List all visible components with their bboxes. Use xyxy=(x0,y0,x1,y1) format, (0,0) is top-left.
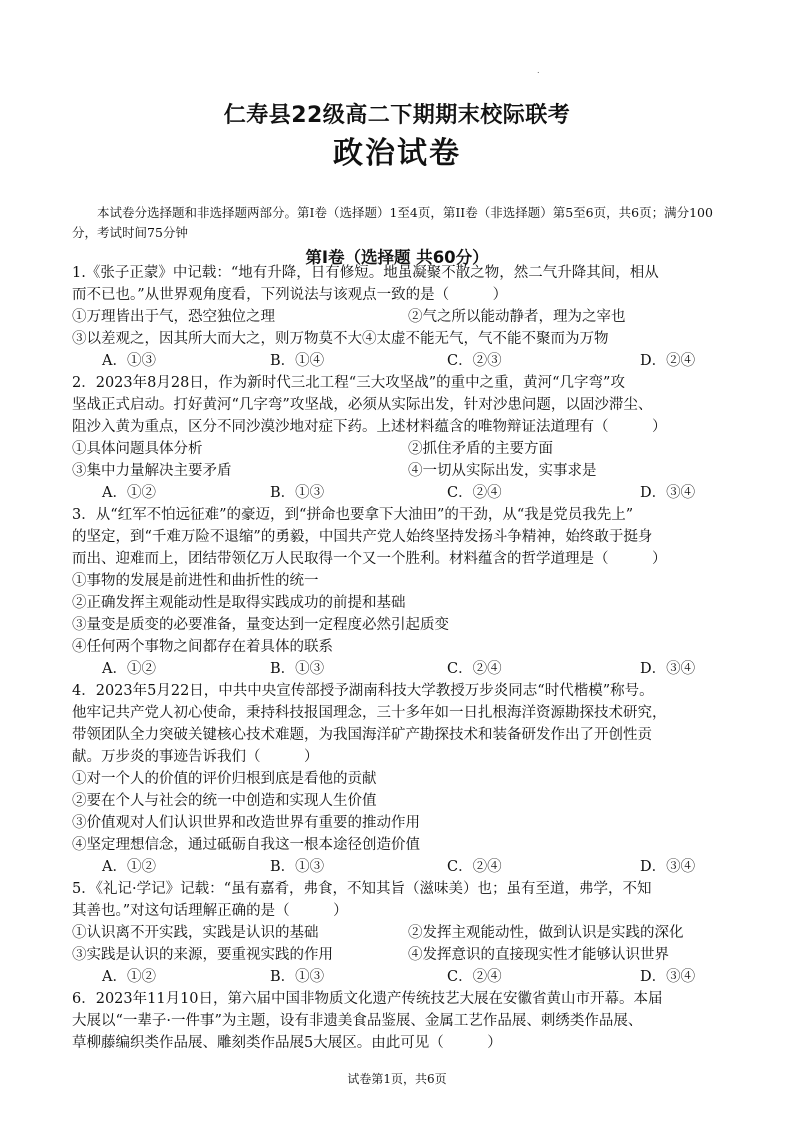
question-4 xyxy=(72,680,728,878)
answer-options xyxy=(72,658,728,680)
statement: ②气之所以能动静者，理为之宰也 xyxy=(408,309,626,325)
answer-options xyxy=(72,856,728,878)
statement: ③价值观对人们认识世界和改造世界有重要的推动作用 xyxy=(72,815,420,831)
answer-option-b[interactable]: B．①④ xyxy=(270,353,325,369)
answer-option-d[interactable]: D．③④ xyxy=(640,859,696,875)
question-stem-line: 5．《礼记·学记》记载：“虽有嘉肴，弗食，不知其旨（滋味美）也；虽有至道，弗学，不知 xyxy=(72,881,652,897)
answer-options xyxy=(72,482,728,504)
question-6 xyxy=(72,988,728,1054)
question-stem-line: 而出、迎难而上，团结带领亿万人民取得一个又一个胜利。材料蕴含的哲学道理是（ ） xyxy=(72,551,667,567)
answer-option-a[interactable]: A．①② xyxy=(102,859,156,875)
answer-option-a[interactable]: A．①② xyxy=(102,485,156,501)
section-title: 第I卷（选择题 共60分） xyxy=(305,248,489,267)
answer-option-d[interactable]: D．③④ xyxy=(640,661,696,677)
question-stem-line: 他牢记共产党人初心使命，秉持科技报国理念，三十多年如一日扎根海洋资源勘探技术研究， xyxy=(72,705,667,721)
answer-options xyxy=(72,350,728,372)
corner-mark: . xyxy=(537,66,540,75)
question-stem-line: 而不已也。”从世界观角度看，下列说法与该观点一致的是（ ） xyxy=(72,287,508,303)
statement: ②抓住矛盾的主要方面 xyxy=(408,441,553,457)
statement-row xyxy=(72,460,728,482)
statement: ③实践是认识的来源，要重视实践的作用 xyxy=(72,947,333,963)
answer-option-b[interactable]: B．①③ xyxy=(270,485,325,501)
statement: ③量变是质变的必要准备，量变达到一定程度必然引起质变 xyxy=(72,617,449,633)
answer-option-d[interactable]: D．③④ xyxy=(640,969,696,985)
answer-option-c[interactable]: C．②④ xyxy=(447,485,502,501)
statement-row xyxy=(72,614,728,636)
answer-options xyxy=(72,966,728,988)
statement-row xyxy=(72,306,728,328)
statement: ④一切从实际出发，实事求是 xyxy=(408,463,597,479)
question-stem-line: 带领团队全力突破关键核心技术难题，为我国海洋矿产勘探技术和装备研发作出了开创性贡 xyxy=(72,727,652,743)
question-stem-line: 6．2023年11月10日，第六届中国非物质文化遗产传统技艺大展在安徽省黄山市开幕。本届 xyxy=(72,991,663,1007)
answer-option-b[interactable]: B．①③ xyxy=(270,661,325,677)
statement-row xyxy=(72,768,728,790)
statement-row xyxy=(72,944,728,966)
answer-option-d[interactable]: D．②④ xyxy=(640,353,696,369)
question-stem-line: 1.《张子正蒙》中记载：“地有升降，日有修短。地虽凝聚不散之物，然二气升降其间，相从 xyxy=(72,265,659,281)
question-stem-line: 阻沙入黄为重点，区分不同沙漠沙地对症下药。上述材料蕴含的唯物辩证法道理有（ ） xyxy=(72,419,667,435)
statement: ③以差观之，因其所大而大之，则万物莫不大④太虚不能无气，气不能不聚而为万物 xyxy=(72,331,609,347)
exam-title: 仁寿县22级高二下期期末校际联考 xyxy=(223,103,571,128)
answer-option-a[interactable]: A．①② xyxy=(102,661,156,677)
statement-row xyxy=(72,570,728,592)
question-2 xyxy=(72,372,728,504)
statement: ④坚定理想信念，通过砥砺自我这一根本途径创造价值 xyxy=(72,837,420,853)
statement-row xyxy=(72,438,728,460)
subject-title: 政治试卷 xyxy=(333,136,461,171)
question-stem-line: 的坚定，到“千难万险不退缩”的勇毅，中国共产党人始终坚持发扬斗争精神，始终敢于挺身 xyxy=(72,529,653,545)
answer-option-a[interactable]: A．①③ xyxy=(102,353,156,369)
statement-row xyxy=(72,834,728,856)
question-stem-line: 献。万步炎的事迹告诉我们（ ） xyxy=(72,749,319,765)
answer-option-c[interactable]: C．②③ xyxy=(447,353,502,369)
question-stem-line: 4．2023年5月22日，中共中央宣传部授予湖南科技大学教授万步炎同志“时代楷模”称号。 xyxy=(72,683,654,699)
statement-row xyxy=(72,790,728,812)
answer-option-c[interactable]: C．②④ xyxy=(447,969,502,985)
question-1 xyxy=(72,262,728,372)
question-stem-line: 草柳藤编织类作品展、雕刻类作品展5大展区。由此可见（ ） xyxy=(72,1035,502,1051)
statement-row xyxy=(72,328,728,350)
question-list xyxy=(72,262,728,1054)
question-stem-line: 2．2023年8月28日，作为新时代三北工程“三大攻坚战”的重中之重，黄河“几字弯”攻 xyxy=(72,375,625,391)
answer-option-a[interactable]: A．①② xyxy=(102,969,156,985)
answer-option-c[interactable]: C．②④ xyxy=(447,859,502,875)
statement: ①具体问题具体分析 xyxy=(72,441,203,457)
answer-option-b[interactable]: B．①③ xyxy=(270,859,325,875)
statement-row xyxy=(72,812,728,834)
answer-option-c[interactable]: C．②④ xyxy=(447,661,502,677)
question-3 xyxy=(72,504,728,680)
question-stem-line: 其善也。”对这句话理解正确的是（ ） xyxy=(72,903,348,919)
answer-option-b[interactable]: B．①③ xyxy=(270,969,325,985)
statement: ④任何两个事物之间都存在着具体的联系 xyxy=(72,639,333,655)
statement: ①事物的发展是前进性和曲折性的统一 xyxy=(72,573,319,589)
question-5 xyxy=(72,878,728,988)
exam-notice: 本试卷分选择题和非选择题两部分。第I卷（选择题）1至4页，第II卷（非选择题）第5至6页，共6页；满分100分，考试时间75分钟 xyxy=(72,205,713,240)
statement-row xyxy=(72,922,728,944)
statement: ②正确发挥主观能动性是取得实践成功的前提和基础 xyxy=(72,595,406,611)
statement: ③集中力量解决主要矛盾 xyxy=(72,463,232,479)
statement: ②发挥主观能动性，做到认识是实践的深化 xyxy=(408,925,684,941)
statement: ①对一个人的价值的评价归根到底是看他的贡献 xyxy=(72,771,377,787)
page-footer: 试卷第1页，共6页 xyxy=(347,1072,447,1086)
question-stem-line: 坚战正式启动。打好黄河“几字弯”攻坚战，必须从实际出发，针对沙患问题，以固沙滞尘、 xyxy=(72,397,653,413)
question-stem-line: 大展以“一辈子·一件事”为主题，设有非遗美食品鉴展、金属工艺作品展、刺绣类作品展、 xyxy=(72,1013,643,1029)
statement-row xyxy=(72,592,728,614)
statement: ①万理皆出于气，恐空独位之理 xyxy=(72,309,275,325)
statement: ②要在个人与社会的统一中创造和实现人生价值 xyxy=(72,793,377,809)
statement: ④发挥意识的直接现实性才能够认识世界 xyxy=(408,947,669,963)
statement: ①认识离不开实践，实践是认识的基础 xyxy=(72,925,319,941)
statement-row xyxy=(72,636,728,658)
question-stem-line: 3．从“红军不怕远征难”的豪迈，到“拼命也要拿下大油田”的干劲，从“我是党员我先上” xyxy=(72,507,634,523)
answer-option-d[interactable]: D．③④ xyxy=(640,485,696,501)
